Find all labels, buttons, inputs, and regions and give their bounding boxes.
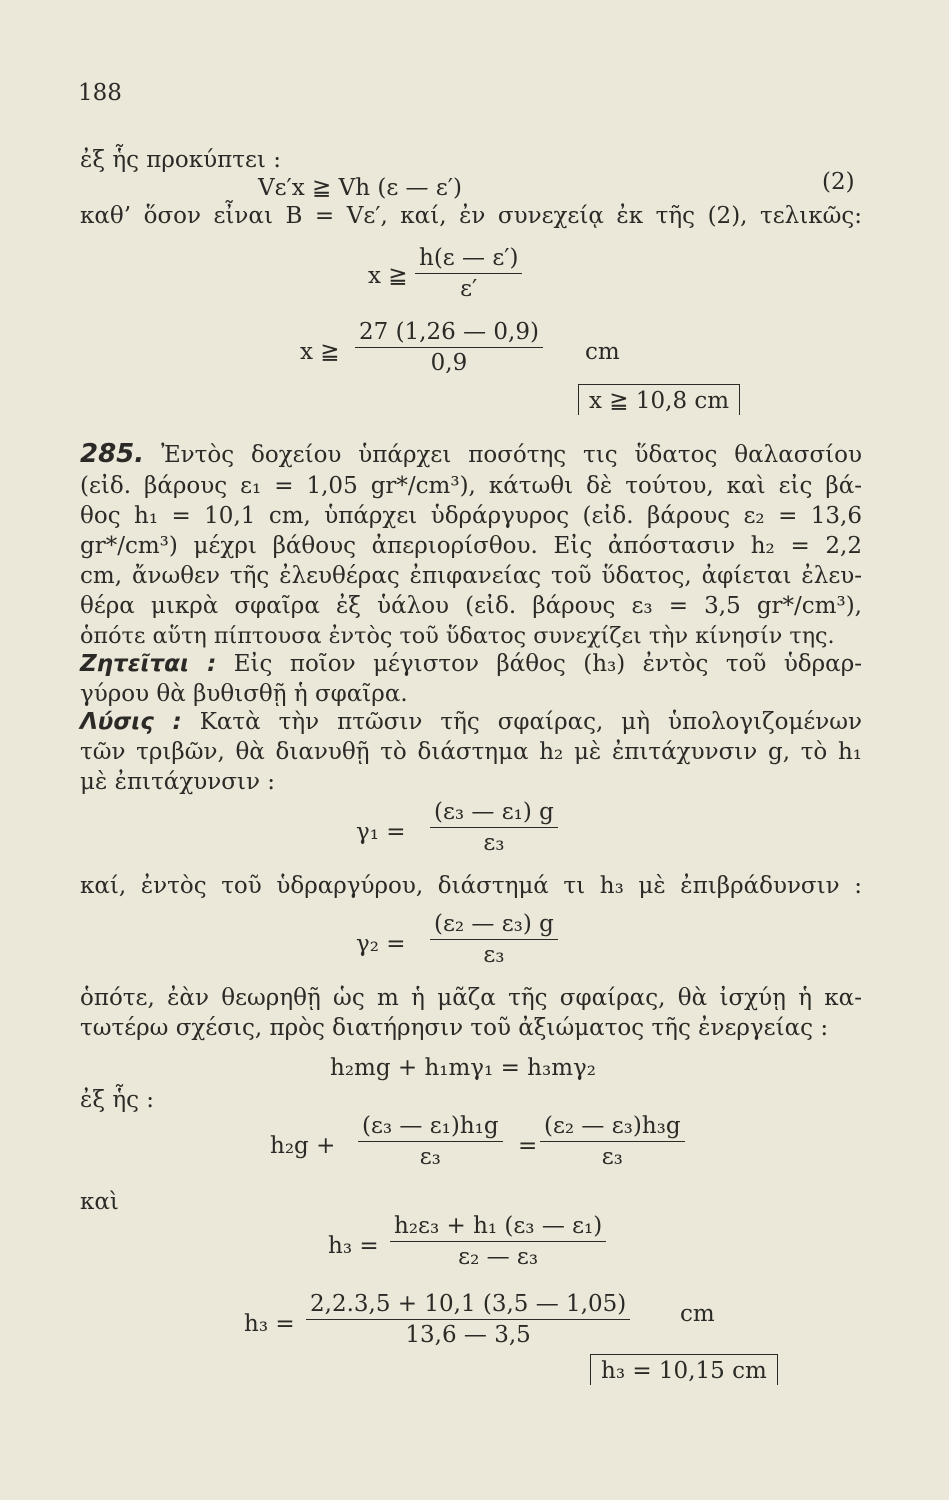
h3-numeric-fraction xyxy=(306,1290,630,1349)
h3-numeric-denominator: 13,6 — 3,5 xyxy=(405,1322,531,1348)
eq-a-numerator-2: (ε₂ — ε₃)h₃g xyxy=(540,1112,685,1142)
x-inequality-lhs: x ≧ xyxy=(368,263,408,289)
gamma2-denominator: ε₃ xyxy=(483,942,505,968)
h3-denominator: ε₂ — ε₃ xyxy=(458,1244,539,1270)
h3-result-box: h₃ = 10,15 cm xyxy=(590,1354,778,1385)
problem-line-4: gr*/cm³) μέχρι βάθους ἀπεριορίσθου. Εἰς ἀπόστασιν h₂ = 2,2 xyxy=(80,533,862,559)
gamma1-lhs: γ₁ = xyxy=(356,819,406,845)
x2-fraction-numerator: 27 (1,26 — 0,9) xyxy=(355,318,543,348)
gamma2-fraction xyxy=(430,910,558,969)
h3-numeric-unit: cm xyxy=(680,1301,715,1327)
and-text: καὶ xyxy=(80,1189,119,1215)
h3-numeric-numerator: 2,2.3,5 + 10,1 (3,5 — 1,05) xyxy=(306,1290,630,1320)
gamma1-numerator: (ε₃ — ε₁) g xyxy=(430,798,558,828)
h3-numeric-lhs: h₃ = xyxy=(244,1311,295,1337)
page-number: 188 xyxy=(78,80,122,106)
problem-line-2: (εἰδ. βάρους ε₁ = 1,05 gr*/cm³), κάτωθι δὲ τούτου, καὶ εἰς βά- xyxy=(80,473,862,499)
h3-lhs: h₃ = xyxy=(328,1233,379,1259)
x2-inequality-lhs: x ≧ xyxy=(300,339,340,365)
eq-a-denominator-1: ε₃ xyxy=(419,1144,441,1170)
solution-label: Λύσις : xyxy=(80,709,182,735)
x-fraction-numerator: h(ε — ε′) xyxy=(415,244,522,274)
equation-2: Vε′x ≧ Vh (ε — ε′) xyxy=(258,175,462,201)
energy-line-2: τωτέρω σχέσις, πρὸς διατήρησιν τοῦ ἀξιώματος τῆς ἐνεργείας : xyxy=(80,1015,829,1041)
eq-a-denominator-2: ε₃ xyxy=(601,1144,623,1170)
from-which-text: ἐξ ἧς : xyxy=(80,1087,155,1113)
eq-a-lhs: h₂g + xyxy=(270,1133,336,1159)
problem-line-7: ὁπότε αὕτη πίπτουσα ἐντὸς τοῦ ὕδατος συνεχίζει τὴν κίνησίν της. xyxy=(80,623,835,649)
intro-text: ἐξ ἧς προκύπτει : xyxy=(80,147,281,173)
sought-line-2: γύρου θὰ βυθισθῇ ἡ σφαῖρα. xyxy=(80,681,408,707)
mid-text: καί, ἐντὸς τοῦ ὑδραργύρου, διάστημά τι h₃ μὲ ἐπιβράδυνσιν : xyxy=(80,873,862,899)
eq-a-fraction-2 xyxy=(540,1112,685,1171)
since-text: καθ’ ὅσον εἶναι B = Vε′, καί, ἐν συνεχείᾳ ἐκ τῆς (2), τελικῶς: xyxy=(80,203,862,229)
x2-fraction-denominator: 0,9 xyxy=(430,350,468,376)
solution-line-1 xyxy=(80,708,862,736)
eq-a-equals: = xyxy=(518,1133,538,1159)
problem-line-1 xyxy=(80,440,862,469)
eq-a-fraction-1 xyxy=(358,1112,503,1171)
solution-line-1-text: Κατὰ τὴν πτῶσιν τῆς σφαίρας, μὴ ὑπολογιζομένων xyxy=(199,709,863,735)
eq-a-numerator-1: (ε₃ — ε₁)h₁g xyxy=(358,1112,503,1142)
problem-line-3: θος h₁ = 10,1 cm, ὑπάρχει ὑδράργυρος (εἰδ. βάρους ε₂ = 13,6 xyxy=(80,503,862,529)
gamma1-fraction xyxy=(430,798,558,857)
gamma2-numerator: (ε₂ — ε₃) g xyxy=(430,910,558,940)
problem-line-1-text: Ἐντὸς δοχείου ὑπάρχει ποσότης τις ὕδατος θαλασσίου xyxy=(161,442,863,468)
energy-line-1: ὁπότε, ἐὰν θεωρηθῇ ὡς m ἡ μᾶζα τῆς σφαίρας, θὰ ἰσχύῃ ἡ κα- xyxy=(80,985,862,1011)
problem-line-6: θέρα μικρὰ σφαῖρα ἐξ ὑάλου (εἰδ. βάρους ε₃ = 3,5 gr*/cm³), xyxy=(80,593,862,619)
x-fraction xyxy=(415,244,522,303)
x-result-box: x ≧ 10,8 cm xyxy=(578,384,740,415)
x-fraction-denominator: ε′ xyxy=(460,276,478,302)
gamma2-lhs: γ₂ = xyxy=(356,931,406,957)
energy-equation: h₂mg + h₁mγ₁ = h₃mγ₂ xyxy=(330,1055,596,1081)
solution-line-3: μὲ ἐπιτάχυνσιν : xyxy=(80,769,275,795)
sought-line-1 xyxy=(80,650,862,678)
x2-fraction xyxy=(355,318,543,377)
problem-number: 285. xyxy=(80,439,145,469)
x2-unit: cm xyxy=(585,339,620,365)
sought-line-1-text: Εἰς ποῖον μέγιστον βάθος (h₃) ἐντὸς τοῦ ὑδραρ- xyxy=(233,651,863,677)
sought-label: Ζητεῖται : xyxy=(80,651,217,677)
h3-numerator: h₂ε₃ + h₁ (ε₃ — ε₁) xyxy=(390,1212,606,1242)
solution-line-2: τῶν τριβῶν, θὰ διανυθῇ τὸ διάστημα h₂ μὲ ἐπιτάχυνσιν g, τὸ h₁ xyxy=(80,739,862,765)
h3-fraction xyxy=(390,1212,606,1271)
equation-tag: (2) xyxy=(822,169,855,195)
problem-line-5: cm, ἄνωθεν τῆς ἐλευθέρας ἐπιφανείας τοῦ ὕδατος, ἀφίεται ἐλευ- xyxy=(80,563,862,589)
gamma1-denominator: ε₃ xyxy=(483,830,505,856)
